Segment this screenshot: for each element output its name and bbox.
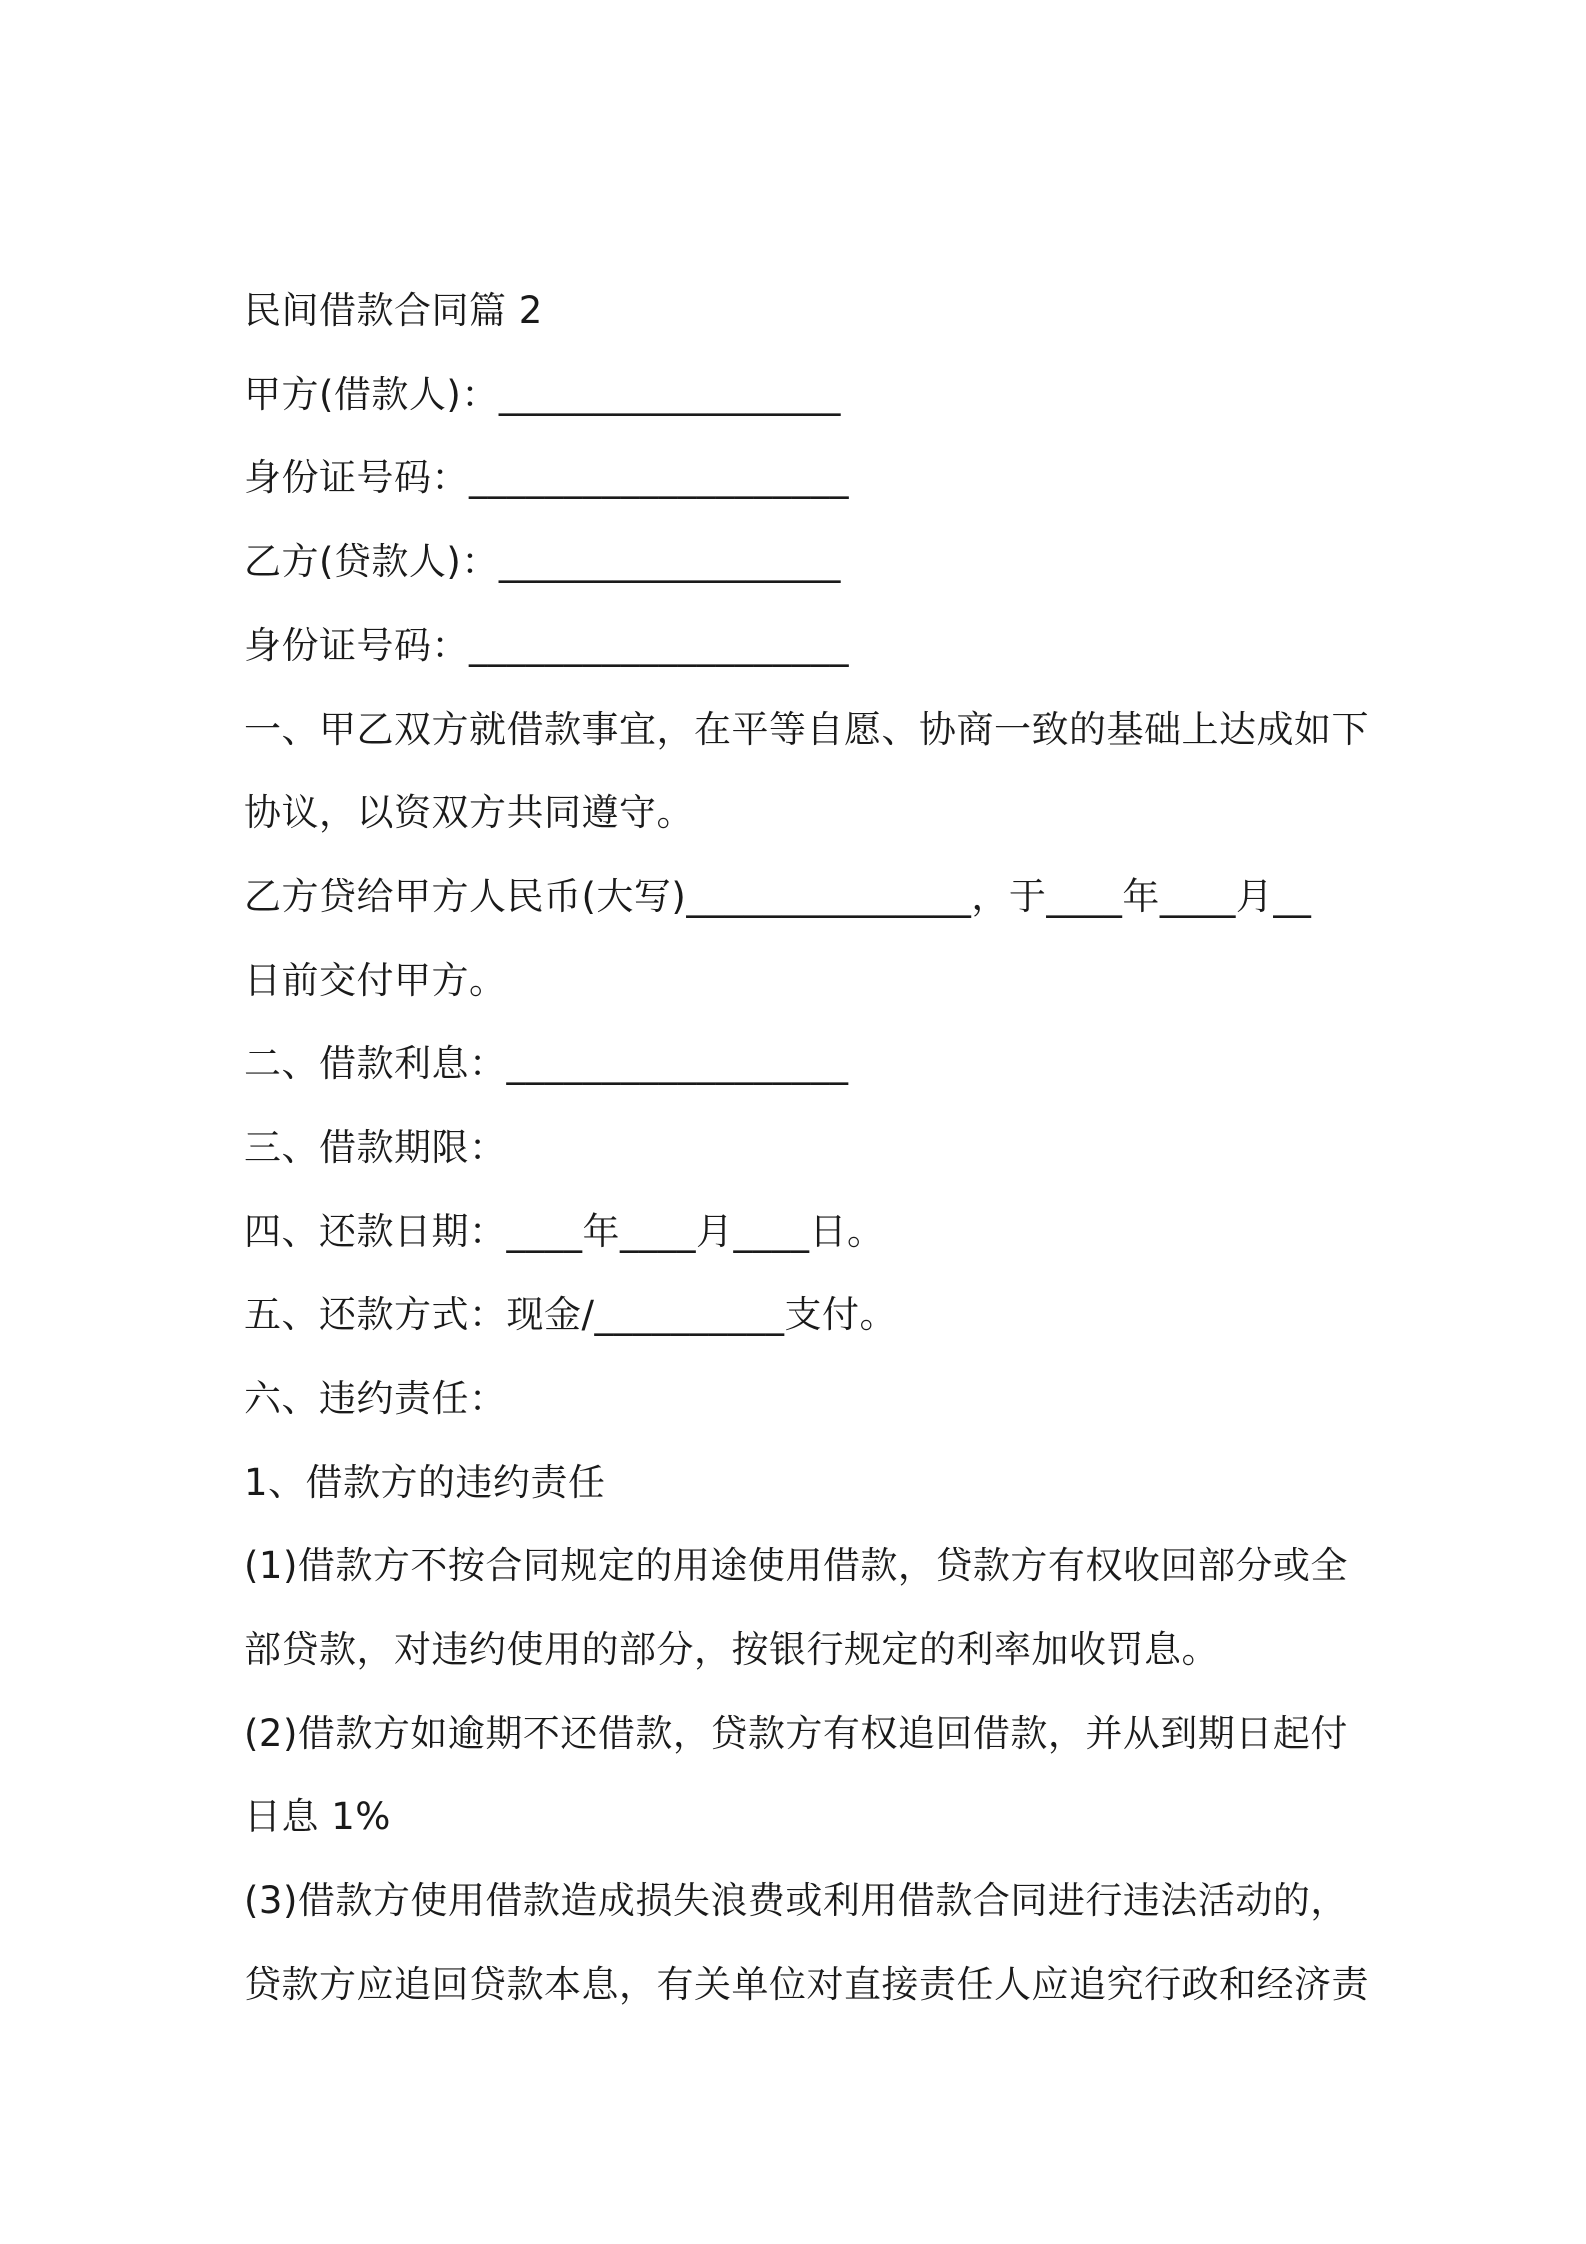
borrower-liability-heading: 1、借款方的违约责任 xyxy=(244,1461,606,1504)
document-title: 民间借款合同篇 2 xyxy=(244,289,543,332)
liability-item-1: (1)借款方不按合同规定的用途使用借款，贷款方有权收回部分或全 xyxy=(244,1544,1348,1587)
clause-4-repayment-date: 四、还款日期：____年____月____日。 xyxy=(244,1210,885,1253)
clause-5-repayment-method: 五、还款方式：现金/__________支付。 xyxy=(244,1293,897,1336)
party-b-lender-line: 乙方(贷款人)：__________________ xyxy=(244,540,841,583)
clause-6-breach-liability: 六、违约责任： xyxy=(244,1377,507,1420)
clause-1-text-continued: 协议，以资双方共同遵守。 xyxy=(244,791,694,834)
liability-item-3-continued: 贷款方应追回贷款本息，有关单位对直接责任人应追究行政和经济责 xyxy=(244,1963,1369,2006)
clause-3-term: 三、借款期限： xyxy=(244,1126,507,1169)
party-a-borrower-line: 甲方(借款人)：__________________ xyxy=(244,373,841,416)
loan-amount-line: 乙方贷给甲方人民币(大写)_______________，于____年____月__ xyxy=(244,875,1312,918)
clause-2-interest: 二、借款利息：__________________ xyxy=(244,1042,849,1085)
clause-1-text: 一、甲乙双方就借款事宜，在平等自愿、协商一致的基础上达成如下 xyxy=(244,708,1369,751)
loan-amount-line-continued: 日前交付甲方。 xyxy=(244,959,507,1002)
liability-item-2-continued: 日息 1% xyxy=(244,1795,391,1838)
liability-item-3: (3)借款方使用借款造成损失浪费或利用借款合同进行违法活动的， xyxy=(244,1879,1348,1922)
liability-item-1-continued: 部贷款，对违约使用的部分，按银行规定的利率加收罚息。 xyxy=(244,1628,1219,1671)
party-a-id-number-line: 身份证号码：____________________ xyxy=(244,456,849,499)
party-b-id-number-line: 身份证号码：____________________ xyxy=(244,624,849,667)
liability-item-2: (2)借款方如逾期不还借款，贷款方有权追回借款，并从到期日起付 xyxy=(244,1712,1348,1755)
